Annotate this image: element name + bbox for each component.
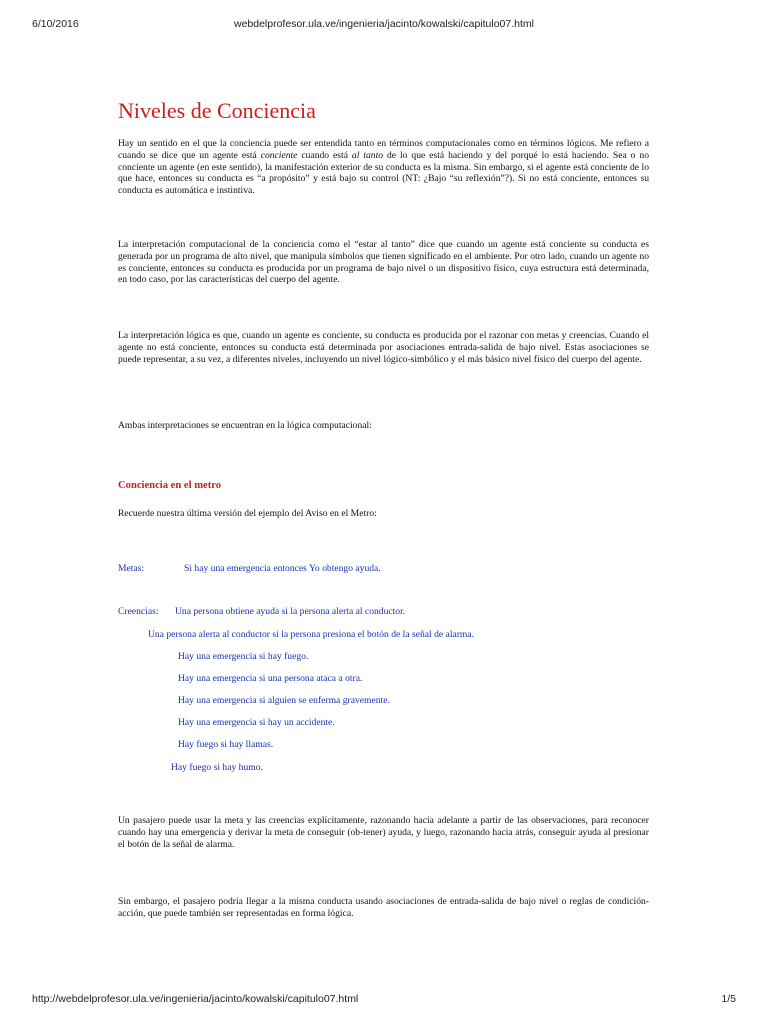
paragraph-7: Sin embargo, el pasajero podría llegar a la misma conducta usando asociaciones de entrada-salida de bajo nivel o reglas de condición-acción, que puede también ser representadas en forma lógica. bbox=[118, 896, 649, 919]
paragraph-3: La interpretación lógica es que, cuando un agente es conciente, su conducta es producida por el razonar con metas y creencias. Cuando el agente no está conciente, entonces su conducta está determinada por asociaciones entrada-salida de bajo nivel. Estas asociaciones se puede representar, a su vez, a diferentes niveles, incluyendo un nivel lógico-simbólico y el más básico nivel físico del cuerpo del agente. bbox=[118, 330, 649, 365]
goal-text: Si hay una emergencia entonces Yo obtengo ayuda. bbox=[184, 563, 381, 574]
paragraph-1-part-c: de lo que está haciendo y del porqué lo está haciendo. Sea o no conciente un agente (en este sentido), la manifestación exterior de su conducta es la misma. Sin embargo, si el agente está conciente de lo que hace, entonces su conducta es “a propósito” y está bajo su control (NT: ¿Bajo “su reflexión”?). Si no está conciente, entonces su conducta es automática e instintiva. bbox=[118, 149, 650, 197]
print-url-header: webdelprofesor.ula.ve/ingenieria/jacinto/kowalski/capitulo07.html bbox=[233, 18, 534, 30]
page-counter: 1/5 bbox=[721, 993, 736, 1005]
goals-label: Metas: bbox=[118, 563, 145, 574]
belief-item-2: Hay una emergencia si una persona ataca a otra. bbox=[178, 673, 363, 684]
belief-item-3: Hay una emergencia si alguien se enferma gravemente. bbox=[178, 695, 390, 706]
print-date: 6/10/2016 bbox=[32, 18, 79, 30]
belief-1: Una persona obtiene ayuda si la persona alerta al conductor. bbox=[175, 606, 406, 617]
page-title: Niveles de Conciencia bbox=[118, 98, 316, 123]
paragraph-1-em-al-tanto: al tanto bbox=[351, 149, 384, 161]
beliefs-line bbox=[118, 606, 405, 617]
belief-item-6: Hay fuego si hay humo. bbox=[171, 762, 263, 773]
belief-item-4: Hay una emergencia si hay un accidente. bbox=[178, 717, 335, 728]
paragraph-4: Ambas interpretaciones se encuentran en la lógica computacional: bbox=[118, 420, 372, 431]
paragraph-1 bbox=[118, 138, 649, 197]
paragraph-2: La interpretación computacional de la conciencia como el “estar al tanto” dice que cuando un agente está conciente su conducta es generada por un programa de alto nivel, que manipula símbolos que tienen significado en el ambiente. Por otro lado, cuando un agente no es conciente, entonces su conducta es producida por un programa de bajo nivel o un dispositivo físico, cuya estructura está determinada, en todo caso, por las características del cuerpo del agente. bbox=[118, 239, 649, 286]
belief-item-5: Hay fuego si hay llamas. bbox=[178, 739, 274, 750]
belief-item-1: Hay una emergencia si hay fuego. bbox=[178, 651, 309, 662]
belief-2: Una persona alerta al conductor si la persona presiona el botón de la señal de alarma. bbox=[148, 629, 475, 640]
beliefs-label: Creencias: bbox=[118, 606, 159, 617]
paragraph-6: Un pasajero puede usar la meta y las creencias explícitamente, razonando hacia adelante a partir de las observaciones, para reconocer cuando hay una emergencia y derivar la meta de conseguir (ob-tener) ayuda, y luego, razonando hacia atrás, conseguir ayuda al presionar el botón de la señal de alarma. bbox=[118, 815, 649, 850]
paragraph-1-part-b: cuando está bbox=[297, 149, 352, 161]
print-url-footer: http://webdelprofesor.ula.ve/ingenieria/jacinto/kowalski/capitulo07.html bbox=[32, 993, 359, 1005]
paragraph-1-em-conciente: conciente bbox=[260, 149, 298, 161]
section-title: Conciencia en el metro bbox=[118, 480, 222, 491]
goals-line bbox=[118, 563, 381, 574]
paragraph-1-part-a: Hay un sentido en el que la conciencia puede ser entendida tanto en términos computacionales como en términos lógicos. Me refiero a cuando se dice que un agente está bbox=[118, 138, 649, 161]
paragraph-5: Recuerde nuestra última versión del ejemplo del Aviso en el Metro: bbox=[118, 508, 377, 519]
